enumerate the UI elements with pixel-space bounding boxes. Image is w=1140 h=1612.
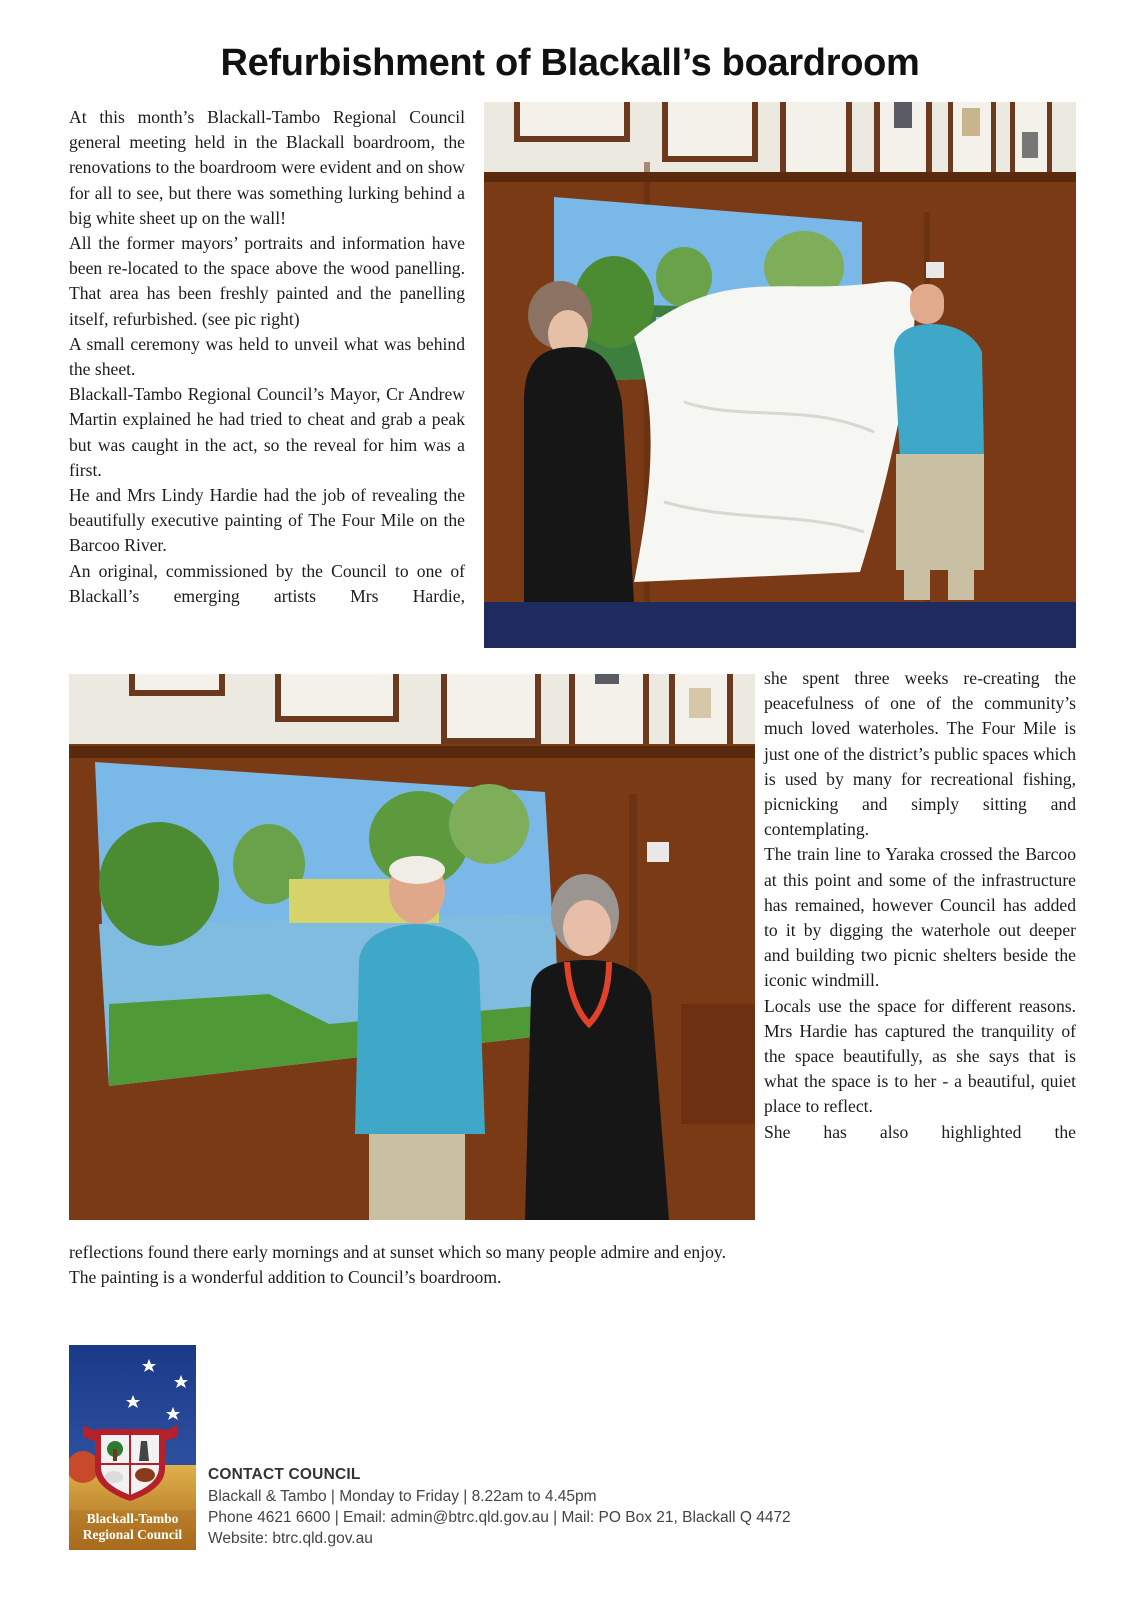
- paragraph: She has also highlighted the: [764, 1121, 1076, 1142]
- photo-mayor-and-artist-image: [69, 674, 755, 1220]
- paragraph: she spent three weeks re-creating the peacefulness of one of the community’s much loved waterholes. The Four Mile is just one of the district’s public spaces which is used by many for recreational fishing, picnicking and simply sitting and contemplating.: [764, 668, 1076, 840]
- logo-line-2: Regional Council: [82, 1527, 183, 1542]
- paragraph: An original, commissioned by the Council to one of Blackall’s emerging artists Mrs Hardie,: [69, 560, 465, 606]
- contact-heading: CONTACT COUNCIL: [208, 1466, 361, 1483]
- article-title: Refurbishment of Blackall’s boardroom: [220, 42, 920, 84]
- paragraph: All the former mayors’ portraits and information have been re-located to the space above the wood panelling. That area has been freshly painted and the panelling itself, refurbished. (see pic right): [69, 233, 465, 329]
- logo-line-1: Blackall-Tambo: [86, 1511, 179, 1526]
- contact-phone-email-mail: Phone 4621 6600 | Email: admin@btrc.qld.gov.au | Mail: PO Box 21, Blackall Q 4472: [208, 1509, 791, 1526]
- paragraph: He and Mrs Lindy Hardie had the job of revealing the beautifully executive painting of The Four Mile on the Barcoo River.: [69, 485, 465, 556]
- photo-unveiling: [484, 102, 1076, 648]
- photo-unveiling-image: [484, 102, 1076, 648]
- article-column-left: [69, 105, 465, 609]
- paragraph: At this month’s Blackall-Tambo Regional Council general meeting held in the Blackall boardroom, the renovations to the boardroom were evident and on show for all to see, but there was something lurking behind a big white sheet up on the wall!: [69, 107, 465, 228]
- paragraph: The train line to Yaraka crossed the Barcoo at this point and some of the infrastructure has remained, however Council has added to it by digging the waterhole out deeper and building two picnic shelters beside the iconic windmill.: [764, 844, 1076, 991]
- council-logo: [69, 1345, 196, 1550]
- paragraph: The painting is a wonderful addition to Council’s boardroom.: [69, 1267, 502, 1288]
- contact-hours: Blackall & Tambo | Monday to Friday | 8.22am to 4.45pm: [208, 1488, 597, 1505]
- paragraph: A small ceremony was held to unveil what was behind the sheet.: [69, 333, 465, 380]
- article-column-bottom: [69, 1240, 1069, 1290]
- paragraph: Locals use the space for different reasons. Mrs Hardie has captured the tranquility of the space beautifully, as she says that is what the space is to her - a beautiful, quiet place to reflect.: [764, 995, 1076, 1117]
- paragraph: Blackall-Tambo Regional Council’s Mayor, Cr Andrew Martin explained he had tried to cheat and grab a peak but was caught in the act, so the reveal for him was a first.: [69, 384, 465, 480]
- paragraph: reflections found there early mornings and at sunset which so many people admire and enjoy.: [69, 1242, 726, 1262]
- contact-website: Website: btrc.qld.gov.au: [208, 1530, 373, 1547]
- photo-mayor-and-artist: [69, 674, 755, 1220]
- article-column-right: [764, 666, 1076, 1145]
